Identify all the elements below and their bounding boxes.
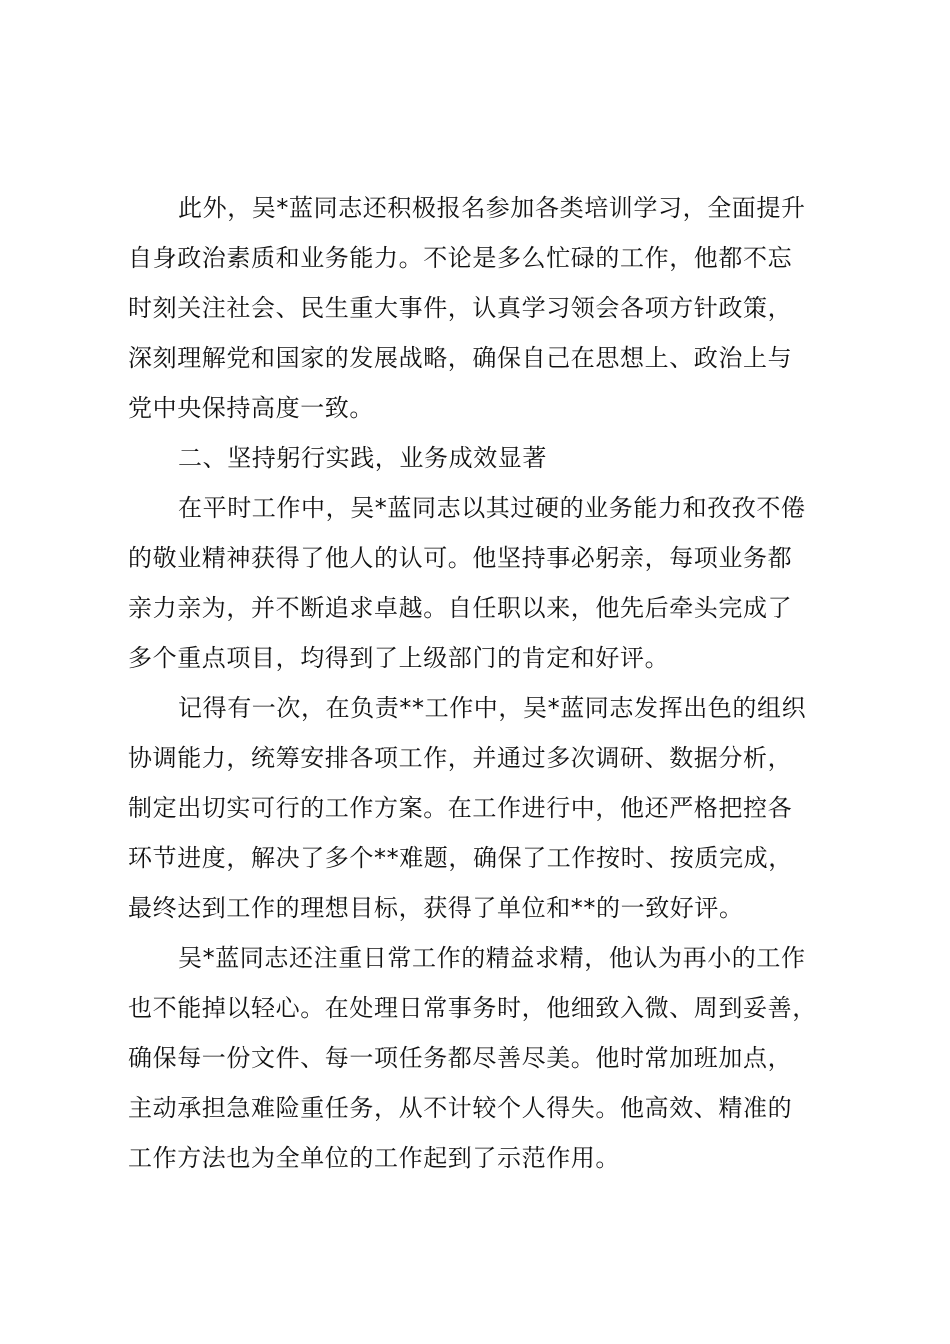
document-body (128, 183, 840, 1183)
paragraph-line: 自身政治素质和业务能力。不论是多么忙碌的工作，他都不忘 (128, 244, 793, 272)
heading-line: 二、坚持躬行实践，业务成效显著 (178, 444, 547, 472)
paragraph-line: 制定出切实可行的工作方案。在工作进行中，他还严格把控各 (128, 794, 793, 822)
paragraph (128, 933, 840, 1183)
paragraph-line: 在平时工作中，吴*蓝同志以其过硬的业务能力和孜孜不倦 (178, 494, 806, 522)
paragraph-line: 工作方法也为全单位的工作起到了示范作用。 (128, 1144, 620, 1172)
paragraph-line: 记得有一次，在负责**工作中，吴*蓝同志发挥出色的组织 (178, 694, 807, 722)
paragraph-line: 多个重点项目，均得到了上级部门的肯定和好评。 (128, 644, 670, 672)
paragraph-line: 深刻理解党和国家的发展战略，确保自己在思想上、政治上与 (128, 344, 793, 372)
paragraph-line: 亲力亲为，并不断追求卓越。自任职以来，他先后牵头完成了 (128, 594, 793, 622)
paragraph (128, 183, 840, 433)
paragraph-line: 党中央保持高度一致。 (128, 394, 374, 422)
paragraph-line: 协调能力，统筹安排各项工作，并通过多次调研、数据分析， (128, 744, 793, 772)
paragraph-line: 确保每一份文件、每一项任务都尽善尽美。他时常加班加点， (128, 1044, 793, 1072)
paragraph-line: 也不能掉以轻心。在处理日常事务时，他细致入微、周到妥善， (128, 994, 817, 1022)
paragraph-line: 环节进度，解决了多个**难题，确保了工作按时、按质完成， (128, 844, 793, 872)
paragraph (128, 683, 840, 933)
section-heading (128, 433, 840, 483)
paragraph-line: 吴*蓝同志还注重日常工作的精益求精，他认为再小的工作 (178, 944, 806, 972)
paragraph (128, 483, 840, 683)
paragraph-line: 最终达到工作的理想目标，获得了单位和**的一致好评。 (128, 894, 744, 922)
paragraph-line: 主动承担急难险重任务，从不计较个人得失。他高效、精准的 (128, 1094, 793, 1122)
paragraph-line: 此外，吴*蓝同志还积极报名参加各类培训学习，全面提升 (178, 194, 806, 222)
paragraph-line: 的敬业精神获得了他人的认可。他坚持事必躬亲，每项业务都 (128, 544, 793, 572)
paragraph-line: 时刻关注社会、民生重大事件，认真学习领会各项方针政策， (128, 294, 793, 322)
